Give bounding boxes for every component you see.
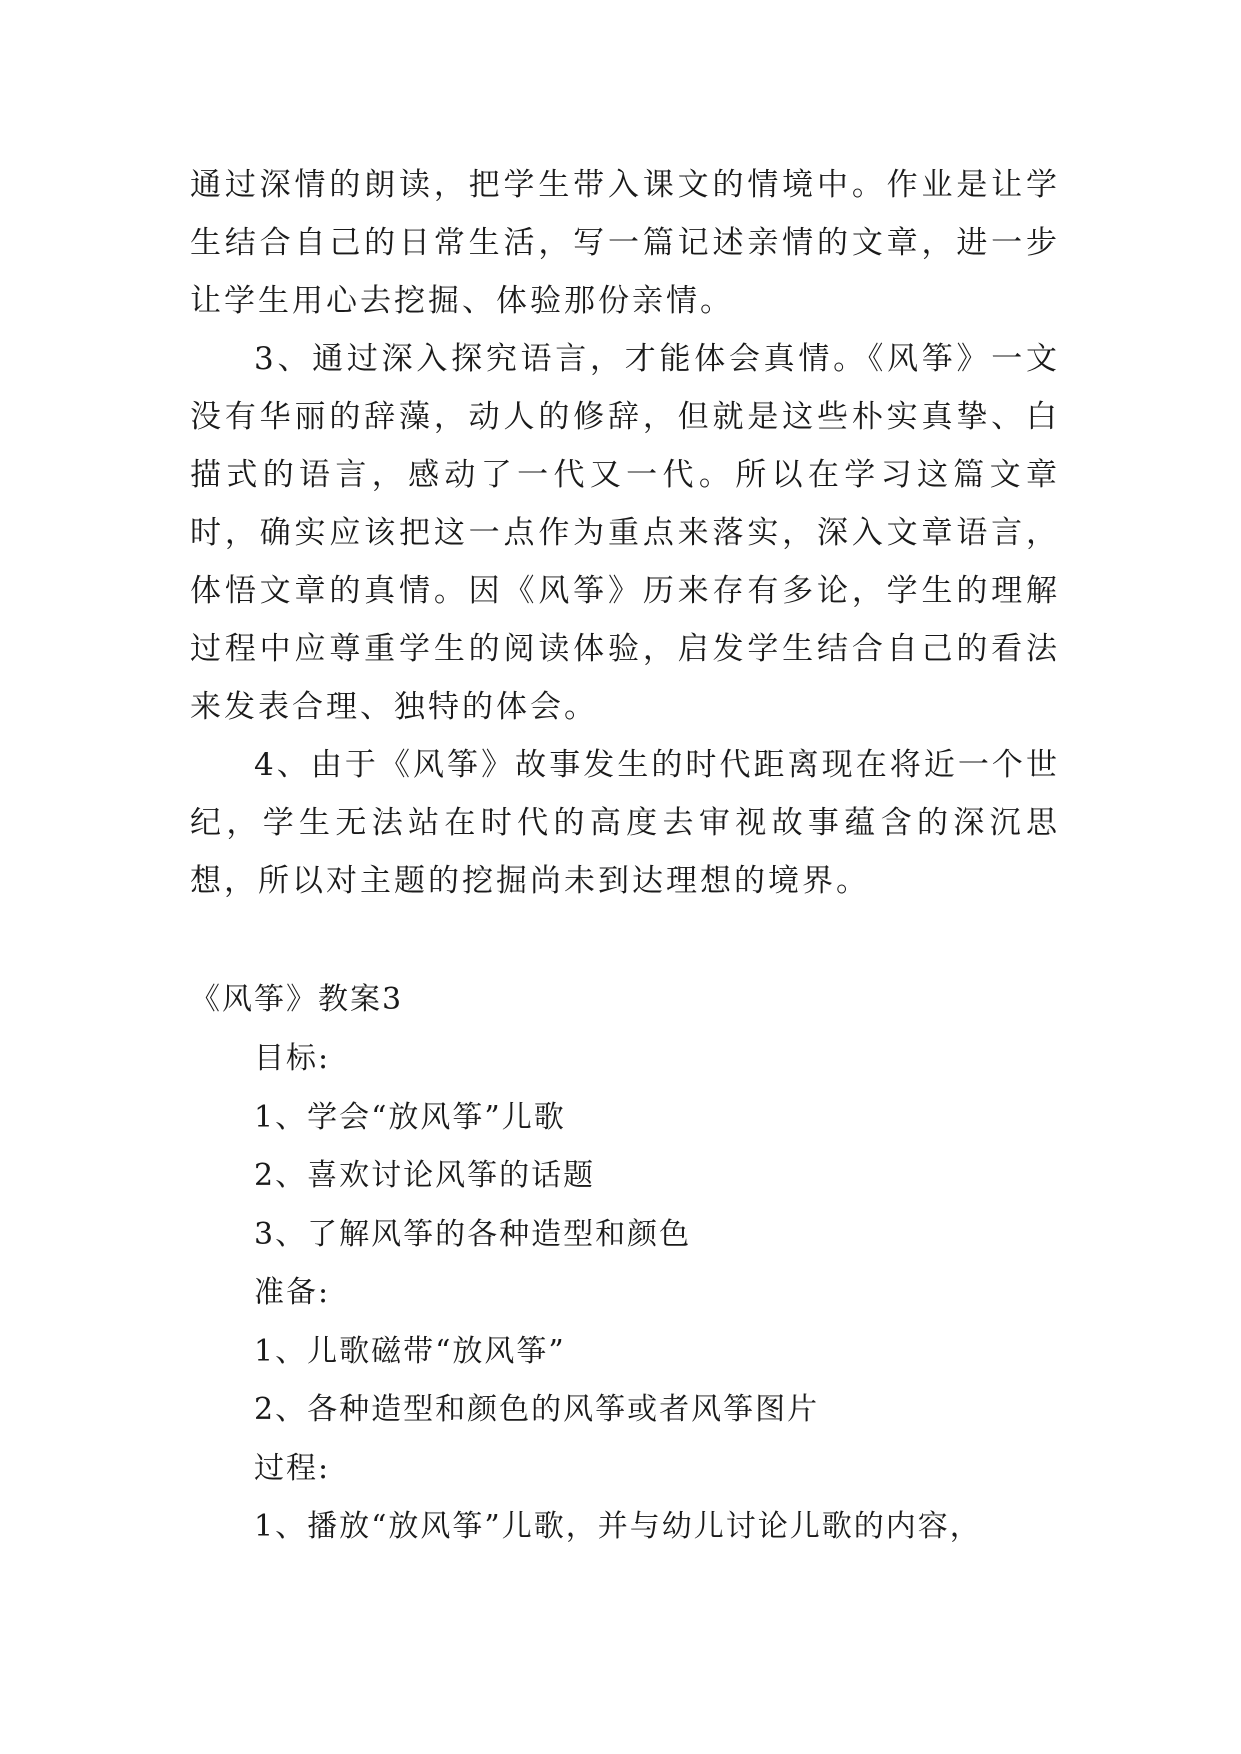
process-label: 过程: bbox=[254, 1450, 331, 1486]
goal-item: 1、学会“放风筝”儿歌 bbox=[254, 1099, 566, 1135]
paragraph-reading: 通过深情的朗读，把学生带入课文的情境中。作业是让学生结合自己的日常生活，写一篇记述亲情的文章，进一步让学生用心去挖掘、体验那份亲情。 bbox=[190, 167, 1060, 319]
preparation-item: 2、各种造型和颜色的风筝或者风筝图片 bbox=[254, 1392, 820, 1427]
goal-item: 2、喜欢讨论风筝的话题 bbox=[254, 1158, 596, 1193]
process-item: 1、播放“放风筝”儿歌，并与幼儿讨论儿歌的内容， bbox=[254, 1509, 982, 1544]
goals-label: 目标: bbox=[254, 1041, 331, 1076]
lesson-3-title: 《风筝》教案3 bbox=[190, 982, 404, 1017]
goal-item: 3、了解风筝的各种造型和颜色 bbox=[254, 1216, 692, 1252]
lesson-3-body bbox=[254, 1030, 1074, 1557]
reflection-section bbox=[190, 156, 1060, 910]
preparation-item: 1、儿歌磁带“放风筝” bbox=[254, 1333, 566, 1369]
preparation-label: 准备: bbox=[254, 1275, 331, 1310]
paragraph-point-3: 3、通过深入探究语言，才能体会真情。《风筝》一文没有华丽的辞藻，动人的修辞，但就是这些朴实真挚、白描式的语言，感动了一代又一代。所以在学习这篇文章时，确实应该把这一点作为重点来落实，深入文章语言，体悟文章的真情。因《风筝》历来存有多论，学生的理解过程中应尊重学生的阅读体验，启发学生结合自己的看法来发表合理、独特的体会。 bbox=[190, 341, 1060, 725]
paragraph-point-4: 4、由于《风筝》故事发生的时代距离现在将近一个世纪，学生无法站在时代的高度去审视故事蕴含的深沉思想，所以对主题的挖掘尚未到达理想的境界。 bbox=[190, 747, 1060, 899]
